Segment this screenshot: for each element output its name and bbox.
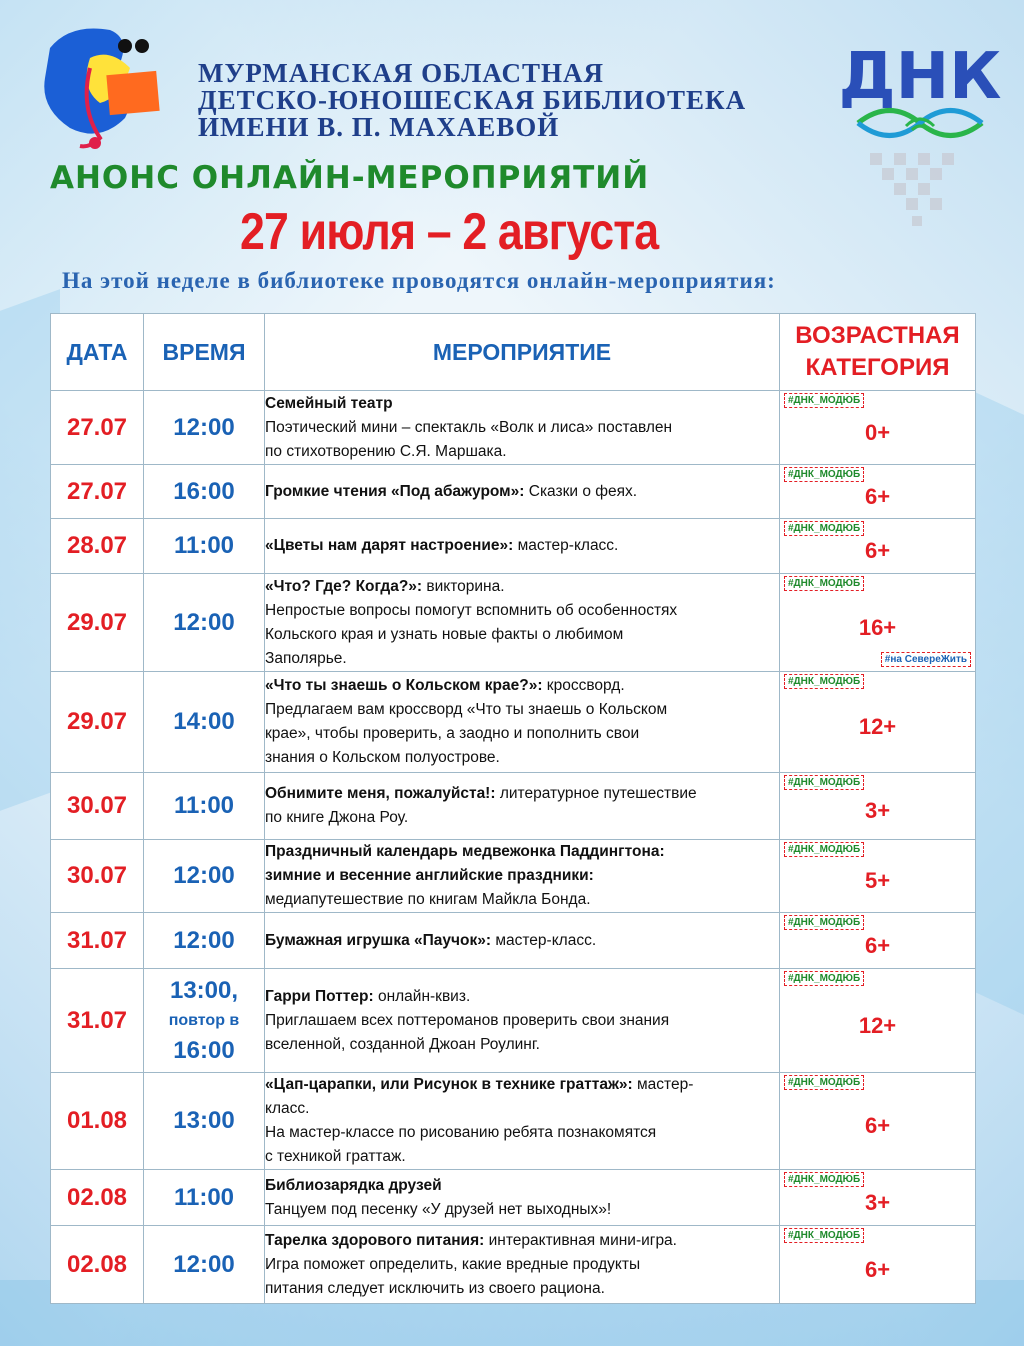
event-title-suffix: литературное путешествие — [495, 785, 697, 802]
age-rating: 6+ — [864, 1113, 891, 1138]
event-title-suffix: интерактивная мини-игра. — [484, 1231, 677, 1249]
event-time — [144, 913, 265, 969]
event-description — [265, 1073, 780, 1170]
event-date: 31.07 — [51, 913, 144, 969]
event-title: Праздничный календарь медвежонка Паддингтона: — [265, 843, 665, 860]
event-description — [265, 391, 780, 465]
event-text-line: по стихотворению С.Я. Маршака. — [265, 442, 507, 460]
library-logo — [30, 18, 170, 158]
hashtag-badge: #ДНК_МОДЮБ — [784, 971, 864, 986]
event-age — [780, 1226, 976, 1304]
event-text-line: питания следует исключить из своего рациона. — [265, 1279, 605, 1297]
event-title-suffix: викторина. — [422, 577, 505, 595]
event-title: Громкие чтения «Под абажуром»: — [265, 482, 525, 500]
hashtag-badge: #ДНК_МОДЮБ — [784, 467, 864, 482]
event-time-note: повтор в — [168, 1011, 240, 1029]
hashtag-badge: #ДНК_МОДЮБ — [784, 915, 864, 930]
header-age-line-2: КАТЕГОРИЯ — [805, 354, 950, 381]
hashtag-badge: #ДНК_МОДЮБ — [784, 576, 864, 591]
event-date: 02.08 — [51, 1226, 144, 1304]
event-text-line: Поэтический мини – спектакль «Волк и лиса» поставлен — [265, 418, 673, 436]
event-date: 28.07 — [51, 519, 144, 574]
dnk-logo-text: ДНК — [838, 40, 1002, 114]
event-title: «Что ты знаешь о Кольском крае?»: — [265, 677, 543, 694]
event-text-line: Игра поможет определить, какие вредные продукты — [265, 1255, 641, 1273]
event-title: «Цап-царапки, или Рисунок в технике граттаж»: — [265, 1076, 633, 1093]
event-age — [780, 519, 976, 574]
age-rating: 6+ — [864, 1256, 891, 1282]
event-text-line: Танцуем под песенку «У друзей нет выходных»! — [265, 1200, 612, 1218]
age-rating: 3+ — [864, 798, 891, 823]
event-title: «Что? Где? Когда?»: — [265, 577, 423, 595]
library-name-line-2: ДЕТСКО-ЮНОШЕСКАЯ БИБЛИОТЕКА — [198, 85, 747, 115]
event-time-value: 12:00 — [173, 1250, 235, 1278]
hashtag-badge: #ДНК_МОДЮБ — [784, 1075, 864, 1090]
event-date: 29.07 — [51, 672, 144, 773]
event-text-line: Заполярье. — [265, 649, 347, 667]
event-description — [265, 672, 780, 773]
event-time-value: 11:00 — [173, 792, 235, 819]
event-time — [144, 1170, 265, 1226]
event-time-repeat: 16:00 — [173, 1036, 235, 1064]
event-age — [780, 969, 976, 1073]
event-date: 27.07 — [51, 465, 144, 519]
table-row — [51, 913, 976, 969]
date-range: 27 июля – 2 августа — [240, 203, 659, 261]
table-row — [51, 1073, 976, 1170]
event-text-line: крае», чтобы проверить, а заодно и пополнить свои — [265, 725, 640, 742]
header-event: МЕРОПРИЯТИЕ — [265, 314, 780, 391]
table-header-row — [51, 314, 976, 391]
announcement-title: АНОНС ОНЛАЙН-МЕРОПРИЯТИЙ — [50, 160, 650, 196]
event-time-value: 13:00, — [169, 976, 239, 1004]
event-text-line: с техникой граттаж. — [265, 1148, 406, 1165]
subtitle: На этой неделе в библиотеке проводятся онлайн-мероприятия: — [62, 268, 776, 293]
event-time — [144, 672, 265, 773]
event-title-suffix: кроссворд. — [542, 677, 625, 694]
hashtag-badge: #ДНК_МОДЮБ — [784, 1172, 864, 1187]
event-time — [144, 1226, 265, 1304]
event-description — [265, 465, 780, 519]
table-row — [51, 1226, 976, 1304]
age-rating: 6+ — [864, 538, 891, 563]
age-rating: 6+ — [864, 932, 891, 958]
event-text-line: знания о Кольском полуострове. — [265, 749, 500, 766]
event-date: 27.07 — [51, 391, 144, 465]
event-date: 02.08 — [51, 1170, 144, 1226]
header-date: ДАТА — [51, 314, 144, 391]
event-time-value: 11:00 — [173, 1183, 235, 1211]
event-time — [144, 519, 265, 574]
event-time-value: 12:00 — [173, 926, 235, 954]
event-description — [265, 840, 780, 913]
event-title-suffix: Сказки о феях. — [524, 482, 638, 500]
event-age — [780, 1073, 976, 1170]
age-rating: 0+ — [864, 419, 891, 445]
event-time-value: 12:00 — [173, 608, 235, 636]
header-age-line-1: ВОЗРАСТНАЯ — [795, 322, 960, 349]
event-text-line: Приглашаем всех поттероманов проверить свои знания — [265, 1011, 670, 1029]
event-age — [780, 913, 976, 969]
table-row — [51, 840, 976, 913]
event-description — [265, 1170, 780, 1226]
event-time — [144, 840, 265, 913]
event-age — [780, 773, 976, 840]
table-row — [51, 519, 976, 574]
event-text-line: медиапутешествие по книгам Майкла Бонда. — [265, 891, 591, 908]
hashtag-badge-secondary: #на СевереЖить — [881, 652, 971, 667]
event-title: «Цветы нам дарят настроение»: — [265, 537, 514, 554]
events-table — [50, 313, 976, 1304]
table-row — [51, 465, 976, 519]
event-title: Библиозарядка друзей — [265, 1176, 442, 1194]
age-rating: 3+ — [864, 1189, 891, 1215]
event-text-line: вселенной, созданной Джоан Роулинг. — [265, 1035, 540, 1053]
age-rating: 12+ — [858, 714, 897, 739]
hashtag-badge: #ДНК_МОДЮБ — [784, 775, 864, 790]
library-name-line-3: ИМЕНИ В. П. МАХАЕВОЙ — [198, 112, 560, 142]
event-description — [265, 969, 780, 1073]
event-age — [780, 672, 976, 773]
age-rating: 12+ — [858, 1012, 897, 1038]
table-row — [51, 1170, 976, 1226]
dnk-logo — [838, 28, 1002, 238]
event-time-value: 14:00 — [173, 708, 235, 735]
table-row — [51, 391, 976, 465]
age-rating: 5+ — [864, 868, 891, 893]
event-time — [144, 391, 265, 465]
event-time — [144, 969, 265, 1073]
hashtag-badge: #ДНК_МОДЮБ — [784, 393, 864, 408]
event-time-value: 12:00 — [173, 862, 235, 889]
event-age — [780, 391, 976, 465]
event-text-line: по книге Джона Роу. — [265, 809, 409, 826]
table-row — [51, 574, 976, 672]
table-row — [51, 969, 976, 1073]
event-description — [265, 913, 780, 969]
event-time — [144, 465, 265, 519]
event-title: Бумажная игрушка «Паучок»: — [265, 931, 492, 949]
age-rating: 16+ — [858, 614, 897, 640]
event-age — [780, 840, 976, 913]
event-time — [144, 574, 265, 672]
event-text-line: класс. — [265, 1100, 310, 1117]
event-title-suffix: мастер- — [632, 1076, 694, 1093]
event-text-line: Непростые вопросы помогут вспомнить об особенностях — [265, 601, 678, 619]
event-title: Гарри Поттер: — [265, 987, 374, 1005]
table-row — [51, 773, 976, 840]
event-text-line: Кольского края и узнать новые факты о любимом — [265, 625, 624, 643]
hashtag-badge: #ДНК_МОДЮБ — [784, 521, 864, 536]
event-title: Обнимите меня, пожалуйста!: — [265, 785, 496, 802]
event-age — [780, 465, 976, 519]
event-time — [144, 773, 265, 840]
event-date: 01.08 — [51, 1073, 144, 1170]
event-date: 30.07 — [51, 773, 144, 840]
event-description — [265, 574, 780, 672]
library-name-line-1: МУРМАНСКАЯ ОБЛАСТНАЯ — [198, 58, 605, 88]
event-title: Семейный театр — [265, 394, 393, 412]
event-date: 29.07 — [51, 574, 144, 672]
event-description — [265, 1226, 780, 1304]
event-title-suffix: мастер-класс. — [513, 537, 619, 554]
event-time-value: 11:00 — [173, 532, 235, 559]
event-date: 31.07 — [51, 969, 144, 1073]
event-time-value: 13:00 — [173, 1107, 235, 1134]
event-title-cont: зимние и весенние английские праздники: — [265, 867, 594, 884]
event-text-line: На мастер-классе по рисованию ребята познакомятся — [265, 1124, 657, 1141]
event-title: Тарелка здорового питания: — [265, 1231, 485, 1249]
event-description — [265, 519, 780, 574]
event-time-value: 16:00 — [173, 477, 235, 505]
header-time: ВРЕМЯ — [144, 314, 265, 391]
library-name — [198, 60, 746, 141]
header-age — [780, 314, 976, 391]
hashtag-badge: #ДНК_МОДЮБ — [784, 674, 864, 689]
event-time — [144, 1073, 265, 1170]
event-title-suffix: мастер-класс. — [491, 931, 597, 949]
event-age — [780, 1170, 976, 1226]
event-description — [265, 773, 780, 840]
event-age — [780, 574, 976, 672]
hashtag-badge: #ДНК_МОДЮБ — [784, 842, 864, 857]
event-text-line: Предлагаем вам кроссворд «Что ты знаешь о Кольском — [265, 701, 668, 718]
hashtag-badge: #ДНК_МОДЮБ — [784, 1228, 864, 1243]
table-row — [51, 672, 976, 773]
event-date: 30.07 — [51, 840, 144, 913]
age-rating: 6+ — [864, 483, 891, 509]
event-time-value: 12:00 — [173, 413, 235, 441]
event-title-suffix: онлайн-квиз. — [373, 987, 471, 1005]
